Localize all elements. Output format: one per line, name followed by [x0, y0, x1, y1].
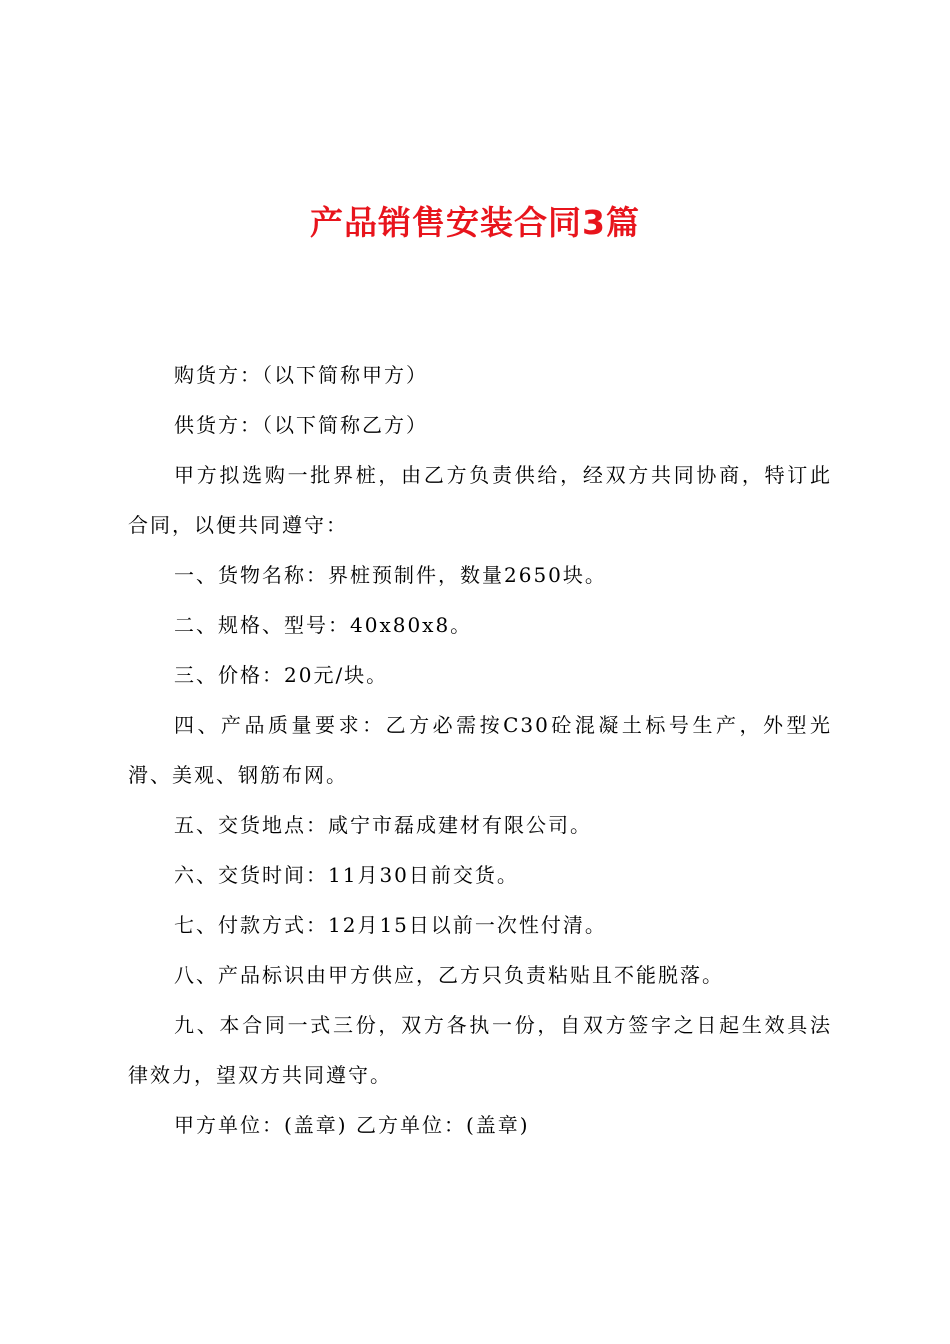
paragraph-clause-1: 一、货物名称：界桩预制件，数量2650块。 [174, 563, 607, 587]
document-body [128, 350, 832, 1150]
paragraph-buyer: 购货方：（以下简称甲方） [174, 363, 428, 387]
paragraph-clause-5: 五、交货地点：咸宁市磊成建材有限公司。 [174, 813, 592, 837]
paragraph-clause-4: 四、产品质量要求：乙方必需按C30砼混凝土标号生产，外型光滑、美观、钢筋布网。 [128, 713, 832, 787]
document-title: 产品销售安装合同3篇 [310, 203, 640, 242]
paragraph-clause-6: 六、交货时间：11月30日前交货。 [174, 863, 519, 887]
paragraph-clause-3: 三、价格：20元/块。 [174, 663, 389, 687]
paragraph-clause-9: 九、本合同一式三份，双方各执一份，自双方签字之日起生效具法律效力，望双方共同遵守。 [128, 1013, 832, 1087]
paragraph-clause-2: 二、规格、型号：40x80x8。 [174, 613, 473, 637]
paragraph-clause-7: 七、付款方式：12月15日以前一次性付清。 [174, 913, 607, 937]
paragraph-supplier: 供货方：（以下简称乙方） [174, 413, 428, 437]
paragraph-signatures: 甲方单位：(盖章) 乙方单位：(盖章) [174, 1113, 530, 1137]
paragraph-clause-8: 八、产品标识由甲方供应，乙方只负责粘贴且不能脱落。 [174, 963, 724, 987]
paragraph-preamble: 甲方拟选购一批界桩，由乙方负责供给，经双方共同协商，特订此合同，以便共同遵守： [128, 463, 832, 537]
